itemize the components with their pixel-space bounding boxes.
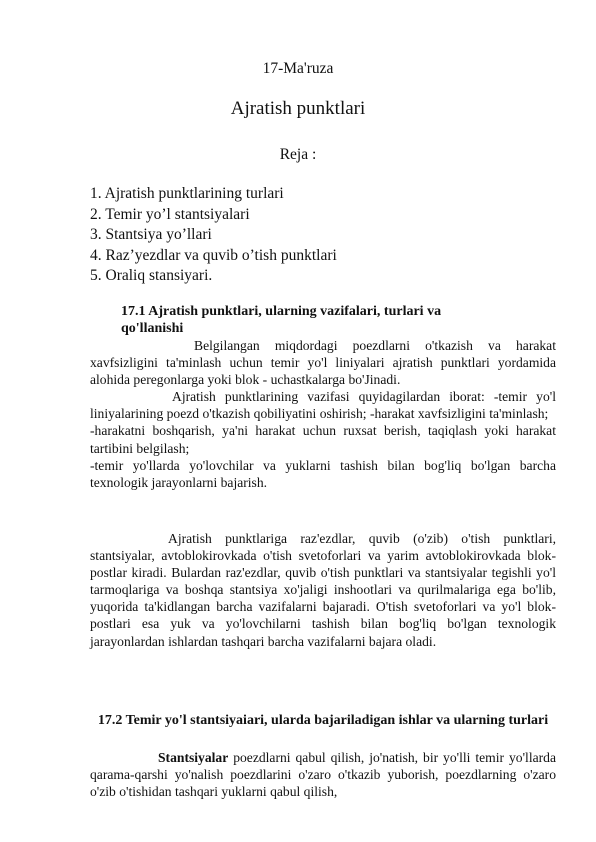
paragraph-text: Belgilangan miqdordagi poezdlarni o'tkazish va harakat xavfsizligini ta'minlash uchun temir yo'l liniyalari ajratish punktlari yordamida alohida peregonlarga yoki blok - uchastkalarga bo'Jinadi. xyxy=(90,338,556,388)
paragraph xyxy=(90,530,556,650)
section-1-heading: 17.1 Ajratish punktlari, ularning vazifalari, turlari va qo'llanishi xyxy=(121,304,442,336)
section-1-body-cont xyxy=(90,531,556,650)
plan-list xyxy=(90,184,337,287)
section-1-body xyxy=(90,337,556,491)
paragraph xyxy=(90,337,556,388)
plan-item: 5. Oraliq stansiyari. xyxy=(90,267,213,284)
plan-item: 3. Stantsiya yo’llari xyxy=(90,226,212,243)
lecture-label: 17-Ma'ruza xyxy=(262,60,334,77)
paragraph-text: Ajratish punktlariga raz'ezdlar, quvib (o'zib) o'tish punktlari, stantsiyalar, avtoblokirovkada o'tish svetoforlari va yarim avtoblokirovkada blok-postlar kiradi. Bulardan raz'ezdlar, quvib o'tish punktlari va stantsiyalar tegishli yo'l tarmoqlariga va boshqa stantsiya xo'jaligi inshootlari va qurilmalariga ega bo'lib, yuqorida ta'kidlangan barcha vazifalarni bajaradi. O'tish svetoforlari va yo'l blok-postlari esa yuk va yo'lovchilarni tashish bilan bog'liq bo'lgan texnologik jarayonlardan ishlardan tashqari barcha vazifalarni bajara oladi. xyxy=(90,531,556,649)
plan-item: 2. Temir yo’l stantsiyalari xyxy=(90,205,250,223)
paragraph-text: poezdlarni qabul qilish, jo'natish, bir yo'lli temir yo'llarda qarama-qarshi yo'nalish poezdlarini o'zaro o'tkazib yuborish, poezdlarning o'zaro o'zib o'tishidan tashqari yuklarni qabul qilish, xyxy=(90,750,556,800)
section-2-heading: 17.2 Temir yo'l stantsiyaiari, ularda bajariladigan ishlar va ularning turlari xyxy=(97,713,549,728)
plan-item: 4. Raz’yezdlar va quvib o’tish punktlari xyxy=(90,246,337,264)
plan-item: 1. Ajratish punktlarining turlari xyxy=(90,185,284,202)
lead-term: Stantsiyalar xyxy=(158,750,229,765)
paragraph: -harakatni boshqarish, ya'ni harakat uchun ruxsat berish, taqiqlash yoki harakat tartibini belgilash; xyxy=(90,423,556,456)
page-title: Ajratish punktlari xyxy=(230,98,366,119)
paragraph xyxy=(90,388,556,422)
paragraph xyxy=(90,749,556,800)
paragraph: -temir yo'llarda yo'lovchilar va yuklarni tashish bilan bog'liq bo'lgan barcha texnologik jarayonlarni bajarish. xyxy=(90,457,556,490)
paragraph-text: Ajratish punktlarining vazifasi quyidagilardan iborat: -temir yo'l liniyalarining poezd o'tkazish qobiliyatini oshirish; -harakat xavfsizligini ta'minlash; xyxy=(90,389,556,422)
plan-label: Reja : xyxy=(279,146,317,163)
section-2-body xyxy=(90,749,556,800)
